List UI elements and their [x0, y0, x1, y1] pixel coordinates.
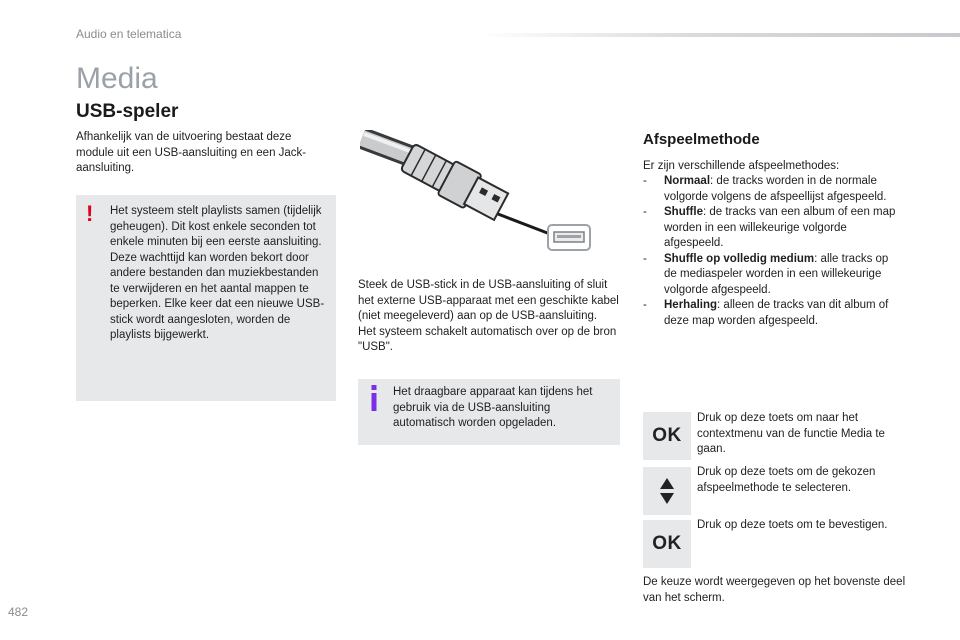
- usb-instructions: [358, 278, 620, 356]
- mode-term: Normaal: [664, 175, 711, 187]
- key-description: Druk op deze toets om te bevestigen.: [697, 519, 888, 531]
- page-title: Media: [76, 62, 158, 95]
- usb-paragraph-2: Het systeem schakelt automatisch over op de bron "USB".: [358, 325, 617, 353]
- info-text: Het draagbare apparaat kan tijdens het gebruik via de USB-aansluiting automatisch worden opgeladen.: [393, 386, 593, 429]
- ok-button-icon: [643, 412, 691, 460]
- list-item: [643, 298, 903, 329]
- ok-button-icon: [643, 520, 691, 568]
- warning-box: [76, 195, 336, 401]
- playback-mode-list: [643, 174, 903, 329]
- usb-paragraph-1: Steek de USB-stick in de USB-aansluiting of sluit het externe USB-apparaat met een geschikte kabel (niet meegeleverd) aan op de USB-aansluiting.: [358, 279, 619, 322]
- key-description: Druk op deze toets om naar het contextmenu van de functie Media te gaan.: [697, 412, 885, 455]
- mode-term: Herhaling: [664, 299, 718, 311]
- mode-description: : alle tracks op de mediaspeler worden in een willekeurige volgorde afgespeeld.: [664, 252, 889, 296]
- mode-description: : de tracks worden in de normale volgorde volgens de afspeellijst afgespeeld.: [664, 175, 887, 203]
- list-dash: -: [643, 206, 647, 218]
- page-subtitle: USB-speler: [76, 101, 179, 122]
- mode-term: Shuffle op volledig medium: [664, 252, 815, 265]
- intro-paragraph: Afhankelijk van de uitvoering bestaat deze module uit een USB-aansluiting en een Jack-aansluiting.: [76, 131, 307, 174]
- page-number: 482: [8, 605, 29, 619]
- ok-glyph: OK: [652, 425, 682, 446]
- warning-paragraph-1: Het systeem stelt playlists samen (tijdelijk geheugen). Dit kost enkele seconden tot enkele minuten bij een eerste aansluiting.: [110, 205, 322, 248]
- info-box: [358, 379, 620, 445]
- ok-glyph: OK: [652, 533, 682, 554]
- key-description: Druk op deze toets om de gekozen afspeelmethode te selecteren.: [697, 466, 876, 494]
- list-item: [643, 174, 903, 205]
- up-down-arrows-icon: [643, 467, 691, 515]
- usb-stick-illustration: [360, 130, 600, 252]
- arrow-up-icon: [660, 478, 674, 489]
- mode-description: : de tracks van een album of een map worden in een willekeurige volgorde afgespeeld.: [664, 206, 896, 249]
- playback-mode-title: Afspeelmethode: [643, 131, 760, 148]
- header-rule: [478, 33, 960, 37]
- footer-note: De keuze wordt weergegeven op het bovenste deel van het scherm.: [643, 576, 906, 604]
- list-dash: -: [643, 252, 647, 265]
- list-dash: -: [643, 299, 647, 311]
- warning-text: [110, 204, 326, 344]
- list-dash: -: [643, 175, 647, 187]
- warning-paragraph-2: Deze wachttijd kan worden bekort door andere bestanden dan muziekbestanden te verwijderen en het aantal mappen te beperken. Elke keer dat een nieuwe USB-stick wordt aangesloten, worden de playlists bijgewerkt.: [110, 251, 325, 341]
- section-label: Audio en telematica: [76, 27, 182, 41]
- info-icon: [370, 385, 378, 411]
- exclamation-icon: !: [86, 201, 94, 226]
- mode-term: Shuffle: [664, 206, 703, 218]
- playback-mode-intro: Er zijn verschillende afspeelmethodes:: [643, 160, 840, 172]
- list-item: [643, 205, 903, 252]
- mode-description: : alleen de tracks van dit album of deze map worden afgespeeld.: [664, 299, 889, 327]
- arrow-down-icon: [660, 493, 674, 504]
- list-item: [643, 252, 903, 299]
